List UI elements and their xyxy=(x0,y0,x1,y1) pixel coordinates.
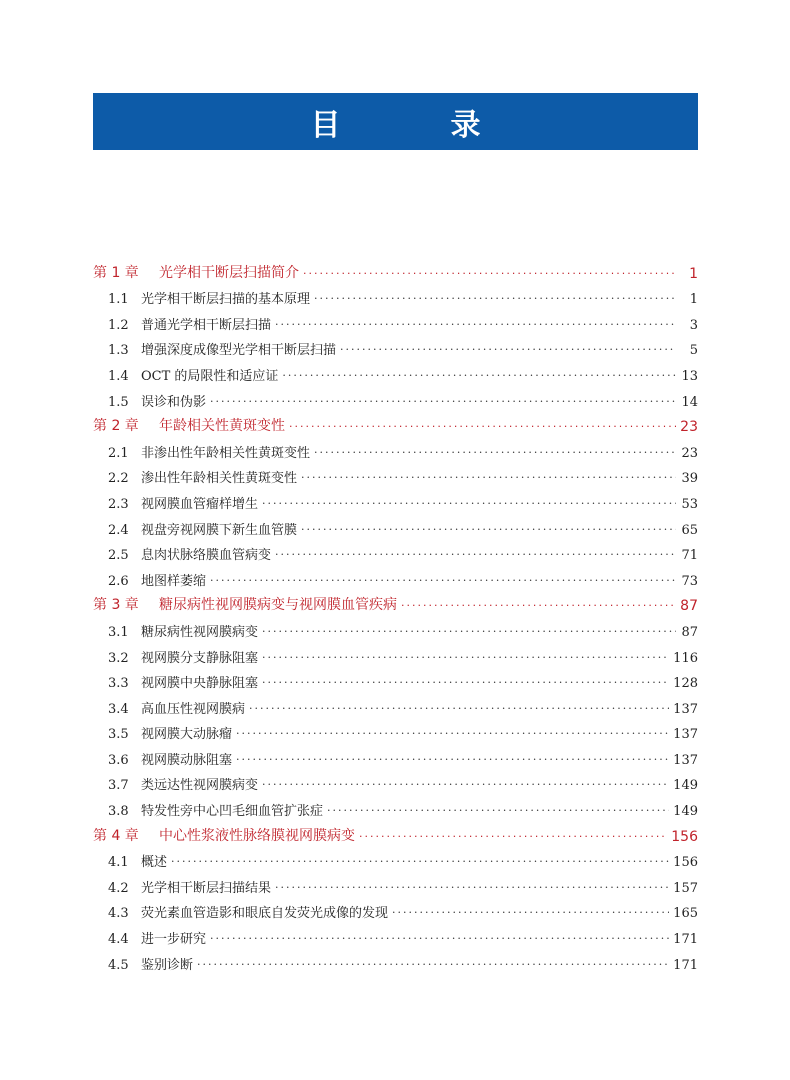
toc-section-entry[interactable] xyxy=(93,309,698,335)
toc-entry-title: 特发性旁中心凹毛细血管扩张症 xyxy=(141,804,324,820)
dot-leader xyxy=(359,831,667,843)
toc-entry-title: 糖尿病性视网膜病变与视网膜血管疾病 xyxy=(159,597,397,614)
toc-section-entry[interactable] xyxy=(93,770,698,796)
toc-entry-number: 1.5 xyxy=(108,394,129,410)
toc-entry-page: 87 xyxy=(681,624,698,640)
toc-entry-page: 71 xyxy=(681,548,698,564)
toc-entry-number: 第 1 章 xyxy=(93,264,139,281)
dot-leader xyxy=(314,293,676,305)
toc-entry-page: 156 xyxy=(671,828,698,845)
toc-entry-page: 171 xyxy=(673,932,698,948)
toc-entry-page: 87 xyxy=(680,598,698,615)
toc-section-entry[interactable] xyxy=(93,923,698,949)
dot-leader xyxy=(210,396,676,408)
toc-entry-page: 39 xyxy=(681,471,698,487)
toc-entry-title: 光学相干断层扫描的基本原理 xyxy=(141,292,311,308)
toc-entry-title: 高血压性视网膜病 xyxy=(141,701,246,717)
toc-entry-number: 4.2 xyxy=(108,880,129,896)
toc-entry-title: 进一步研究 xyxy=(141,932,207,948)
toc-entry-number: 3.1 xyxy=(108,624,129,640)
dot-leader xyxy=(275,882,669,894)
toc-entry-title: 地图样萎缩 xyxy=(141,573,207,589)
toc-entry-number: 4.5 xyxy=(108,957,129,973)
dot-leader xyxy=(301,524,676,536)
toc-section-entry[interactable] xyxy=(93,284,698,310)
toc-section-entry[interactable] xyxy=(93,847,698,873)
toc-entry-number: 3.6 xyxy=(108,752,129,768)
toc-entry-title: 视网膜分支静脉阻塞 xyxy=(141,650,259,666)
toc-entry-number: 2.4 xyxy=(108,522,129,538)
toc-entry-number: 第 2 章 xyxy=(93,418,139,435)
dot-leader xyxy=(327,805,669,817)
dot-leader xyxy=(210,575,676,587)
toc-entry-title: 视网膜动脉阻塞 xyxy=(141,752,233,768)
dot-leader xyxy=(282,370,676,382)
toc-section-entry[interactable] xyxy=(93,693,698,719)
toc-entry-number: 1.3 xyxy=(108,343,129,359)
toc-chapter-entry[interactable] xyxy=(93,591,698,617)
toc-entry-title: 概述 xyxy=(141,855,168,871)
toc-chapter-entry[interactable] xyxy=(93,412,698,438)
toc-entry-page: 156 xyxy=(673,855,698,871)
toc-entry-number: 3.5 xyxy=(108,727,129,743)
toc-entry-page: 73 xyxy=(681,573,698,589)
dot-leader xyxy=(303,268,676,280)
dot-leader xyxy=(197,959,669,971)
toc-entry-number: 3.4 xyxy=(108,701,129,717)
toc-entry-title: 增强深度成像型光学相干断层扫描 xyxy=(141,343,337,359)
toc-entry-number: 2.2 xyxy=(108,471,129,487)
toc-entry-page: 149 xyxy=(673,778,698,794)
toc-section-entry[interactable] xyxy=(93,335,698,361)
toc-section-entry[interactable] xyxy=(93,795,698,821)
toc-entry-title: 渗出性年龄相关性黄斑变性 xyxy=(141,471,298,487)
toc-section-entry[interactable] xyxy=(93,642,698,668)
toc-entry-title: 视网膜血管瘤样增生 xyxy=(141,496,259,512)
dot-leader xyxy=(236,754,669,766)
dot-leader xyxy=(314,447,676,459)
dot-leader xyxy=(249,703,669,715)
toc-entry-number: 第 4 章 xyxy=(93,827,139,844)
dot-leader xyxy=(401,600,676,612)
toc-entry-page: 13 xyxy=(681,368,698,384)
toc-entry-title: 中心性浆液性脉络膜视网膜病变 xyxy=(159,827,355,844)
dot-leader xyxy=(275,549,676,561)
toc-entry-page: 23 xyxy=(681,445,698,461)
dot-leader xyxy=(262,677,669,689)
toc-entry-page: 1 xyxy=(689,265,698,282)
toc-entry-number: 第 3 章 xyxy=(93,597,139,614)
toc-entry-page: 3 xyxy=(689,317,698,333)
toc-entry-page: 14 xyxy=(681,394,698,410)
toc-section-entry[interactable] xyxy=(93,565,698,591)
toc-entry-page: 149 xyxy=(673,804,698,820)
toc-entry-page: 128 xyxy=(673,676,698,692)
toc-section-entry[interactable] xyxy=(93,488,698,514)
toc-section-entry[interactable] xyxy=(93,898,698,924)
toc-entry-page: 171 xyxy=(673,957,698,973)
dot-leader xyxy=(262,626,676,638)
toc-entry-number: 2.6 xyxy=(108,573,129,589)
toc-entry-number: 1.1 xyxy=(108,292,129,308)
toc-section-entry[interactable] xyxy=(93,949,698,975)
toc-entry-page: 165 xyxy=(673,906,698,922)
dot-leader xyxy=(340,344,676,356)
toc-chapter-entry[interactable] xyxy=(93,821,698,847)
toc-entry-title: 类远达性视网膜病变 xyxy=(141,778,259,794)
toc-entry-number: 3.3 xyxy=(108,676,129,692)
toc-entry-title: 糖尿病性视网膜病变 xyxy=(141,624,259,640)
table-of-contents xyxy=(93,258,698,975)
dot-leader xyxy=(275,319,676,331)
dot-leader xyxy=(392,907,669,919)
toc-entry-number: 3.8 xyxy=(108,804,129,820)
toc-entry-number: 2.5 xyxy=(108,548,129,564)
toc-entry-number: 1.4 xyxy=(108,368,129,384)
toc-entry-number: 2.1 xyxy=(108,445,129,461)
toc-entry-title: 息肉状脉络膜血管病变 xyxy=(141,548,272,564)
toc-entry-title: 非渗出性年龄相关性黄斑变性 xyxy=(141,445,311,461)
toc-entry-title: 视盘旁视网膜下新生血管膜 xyxy=(141,522,298,538)
toc-entry-page: 116 xyxy=(673,650,698,666)
dot-leader xyxy=(210,933,669,945)
dot-leader xyxy=(301,472,676,484)
toc-section-entry[interactable] xyxy=(93,514,698,540)
dot-leader xyxy=(289,421,676,433)
dot-leader xyxy=(262,652,669,664)
toc-entry-title: 光学相干断层扫描结果 xyxy=(141,880,272,896)
toc-section-entry[interactable] xyxy=(93,386,698,412)
toc-entry-title: 视网膜大动脉瘤 xyxy=(141,727,233,743)
toc-entry-page: 65 xyxy=(681,522,698,538)
toc-entry-title: 误诊和伪影 xyxy=(141,394,207,410)
toc-entry-number: 4.3 xyxy=(108,906,129,922)
dot-leader xyxy=(236,728,669,740)
toc-entry-page: 23 xyxy=(680,419,698,436)
toc-entry-title: 光学相干断层扫描简介 xyxy=(159,264,299,281)
toc-entry-page: 157 xyxy=(673,880,698,896)
toc-entry-title: 荧光素血管造影和眼底自发荧光成像的发现 xyxy=(141,906,389,922)
toc-header-banner xyxy=(93,93,698,150)
page-title: 目 录 xyxy=(310,107,521,143)
toc-entry-number: 3.7 xyxy=(108,778,129,794)
dot-leader xyxy=(262,498,676,510)
toc-section-entry[interactable] xyxy=(93,616,698,642)
dot-leader xyxy=(262,779,669,791)
toc-entry-page: 137 xyxy=(673,701,698,717)
toc-chapter-entry[interactable] xyxy=(93,258,698,284)
toc-entry-title: 鉴别诊断 xyxy=(141,957,194,973)
toc-entry-number: 4.4 xyxy=(108,932,129,948)
toc-section-entry[interactable] xyxy=(93,540,698,566)
toc-entry-number: 2.3 xyxy=(108,496,129,512)
toc-entry-title: 普通光学相干断层扫描 xyxy=(141,317,272,333)
toc-entry-number: 4.1 xyxy=(108,855,129,871)
toc-entry-page: 1 xyxy=(689,292,698,308)
toc-section-entry[interactable] xyxy=(93,463,698,489)
toc-entry-page: 137 xyxy=(673,727,698,743)
toc-entry-page: 5 xyxy=(689,343,698,359)
toc-entry-number: 1.2 xyxy=(108,317,129,333)
toc-entry-title: OCT 的局限性和适应证 xyxy=(141,368,279,384)
toc-entry-page: 137 xyxy=(673,752,698,768)
toc-section-entry[interactable] xyxy=(93,360,698,386)
toc-entry-page: 53 xyxy=(681,496,698,512)
toc-section-entry[interactable] xyxy=(93,668,698,694)
toc-section-entry[interactable] xyxy=(93,744,698,770)
toc-section-entry[interactable] xyxy=(93,872,698,898)
toc-entry-title: 年龄相关性黄斑变性 xyxy=(159,418,285,435)
toc-section-entry[interactable] xyxy=(93,719,698,745)
toc-entry-title: 视网膜中央静脉阻塞 xyxy=(141,676,259,692)
toc-entry-number: 3.2 xyxy=(108,650,129,666)
toc-section-entry[interactable] xyxy=(93,437,698,463)
dot-leader xyxy=(171,856,669,868)
